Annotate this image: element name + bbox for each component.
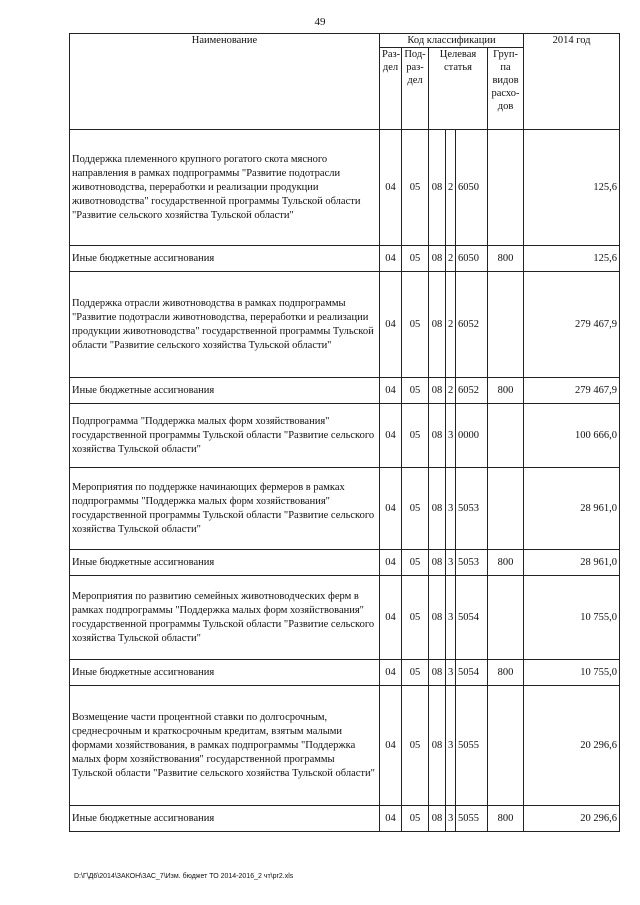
row-target-subprogram: 3 bbox=[446, 806, 456, 832]
row-podrazdel: 05 bbox=[402, 246, 429, 272]
row-target-program: 08 bbox=[429, 246, 446, 272]
row-podrazdel: 05 bbox=[402, 468, 429, 550]
row-target-subprogram: 3 bbox=[446, 550, 456, 576]
table-row bbox=[70, 272, 620, 378]
row-name: Иные бюджетные ассигнования bbox=[70, 550, 380, 576]
row-razdel: 04 bbox=[380, 576, 402, 660]
row-podrazdel: 05 bbox=[402, 660, 429, 686]
page-number: 49 bbox=[314, 16, 326, 28]
row-razdel: 04 bbox=[380, 404, 402, 468]
row-amount: 10 755,0 bbox=[524, 576, 620, 660]
row-podrazdel: 05 bbox=[402, 686, 429, 806]
table-row bbox=[70, 404, 620, 468]
table-row bbox=[70, 660, 620, 686]
row-razdel: 04 bbox=[380, 660, 402, 686]
budget-table bbox=[69, 33, 620, 832]
row-target-subprogram: 3 bbox=[446, 468, 456, 550]
row-expense-group: 800 bbox=[488, 378, 524, 404]
table-row bbox=[70, 378, 620, 404]
row-expense-group bbox=[488, 468, 524, 550]
header-target: Целевая статья bbox=[429, 48, 488, 130]
header-podrazdel: Под-раз-дел bbox=[402, 48, 429, 130]
row-name: Поддержка племенного крупного рогатого скота мясного направления в рамках подпрограммы "Развитие подотрасли животноводства, переработки и реализации продукции животноводства" государственной программы Тульской области "Развитие сельского хозяйства Тульской области" bbox=[70, 130, 380, 246]
row-target-subprogram: 2 bbox=[446, 272, 456, 378]
row-target-item: 5054 bbox=[456, 576, 488, 660]
header-code: Код классификации bbox=[380, 34, 524, 48]
table-row bbox=[70, 550, 620, 576]
row-podrazdel: 05 bbox=[402, 378, 429, 404]
row-expense-group: 800 bbox=[488, 550, 524, 576]
row-razdel: 04 bbox=[380, 378, 402, 404]
row-target-program: 08 bbox=[429, 576, 446, 660]
row-razdel: 04 bbox=[380, 806, 402, 832]
row-expense-group bbox=[488, 130, 524, 246]
row-podrazdel: 05 bbox=[402, 806, 429, 832]
row-amount: 20 296,6 bbox=[524, 806, 620, 832]
row-expense-group: 800 bbox=[488, 806, 524, 832]
row-target-program: 08 bbox=[429, 404, 446, 468]
row-name: Мероприятия по поддержке начинающих фермеров в рамках подпрограммы "Поддержка малых форм хозяйствования" государственной программы Тульской области "Развитие сельского хозяйства Тульской области" bbox=[70, 468, 380, 550]
table-row bbox=[70, 686, 620, 806]
header-razdel: Раз-дел bbox=[380, 48, 402, 130]
row-podrazdel: 05 bbox=[402, 272, 429, 378]
row-name: Возмещение части процентной ставки по долгосрочным, среднесрочным и краткосрочным кредитам, взятым малыми формами хозяйствования, в рамках подпрограммы "Поддержка малых форм хозяйствования" государственной программы Тульской области "Развитие сельского хозяйства Тульской области" bbox=[70, 686, 380, 806]
header-year: 2014 год bbox=[524, 34, 620, 130]
row-target-item: 5055 bbox=[456, 686, 488, 806]
row-razdel: 04 bbox=[380, 130, 402, 246]
row-target-item: 6052 bbox=[456, 272, 488, 378]
row-target-subprogram: 3 bbox=[446, 686, 456, 806]
row-podrazdel: 05 bbox=[402, 576, 429, 660]
row-name: Иные бюджетные ассигнования bbox=[70, 806, 380, 832]
table-row bbox=[70, 806, 620, 832]
row-razdel: 04 bbox=[380, 686, 402, 806]
row-amount: 100 666,0 bbox=[524, 404, 620, 468]
row-target-subprogram: 3 bbox=[446, 404, 456, 468]
table-row bbox=[70, 246, 620, 272]
row-expense-group: 800 bbox=[488, 660, 524, 686]
row-amount: 125,6 bbox=[524, 246, 620, 272]
row-target-subprogram: 3 bbox=[446, 576, 456, 660]
row-expense-group bbox=[488, 404, 524, 468]
row-expense-group bbox=[488, 686, 524, 806]
row-razdel: 04 bbox=[380, 550, 402, 576]
row-amount: 28 961,0 bbox=[524, 468, 620, 550]
row-target-item: 6050 bbox=[456, 246, 488, 272]
row-name: Мероприятия по развитию семейных животноводческих ферм в рамках подпрограммы "Поддержка малых форм хозяйствования" государственной программы Тульской области "Развитие сельского хозяйства Тульской области" bbox=[70, 576, 380, 660]
row-razdel: 04 bbox=[380, 468, 402, 550]
table-row bbox=[70, 576, 620, 660]
row-amount: 10 755,0 bbox=[524, 660, 620, 686]
row-target-item: 0000 bbox=[456, 404, 488, 468]
row-expense-group bbox=[488, 576, 524, 660]
row-razdel: 04 bbox=[380, 246, 402, 272]
row-razdel: 04 bbox=[380, 272, 402, 378]
row-amount: 125,6 bbox=[524, 130, 620, 246]
row-expense-group bbox=[488, 272, 524, 378]
row-target-program: 08 bbox=[429, 806, 446, 832]
row-target-program: 08 bbox=[429, 272, 446, 378]
table-row bbox=[70, 130, 620, 246]
row-amount: 279 467,9 bbox=[524, 378, 620, 404]
row-target-item: 6050 bbox=[456, 130, 488, 246]
row-target-item: 5053 bbox=[456, 550, 488, 576]
file-path-footer: D:\Г\Д6\2014\ЗАКОН\ЗАС_7\Изм. бюджет ТО 2014-2016_2 чт\pr2.xls bbox=[74, 873, 294, 880]
row-podrazdel: 05 bbox=[402, 130, 429, 246]
row-target-item: 5055 bbox=[456, 806, 488, 832]
table-body bbox=[70, 130, 620, 832]
row-expense-group: 800 bbox=[488, 246, 524, 272]
row-target-subprogram: 3 bbox=[446, 660, 456, 686]
header-group: Груп-па видов расхо-дов bbox=[488, 48, 524, 130]
row-target-subprogram: 2 bbox=[446, 130, 456, 246]
row-target-subprogram: 2 bbox=[446, 246, 456, 272]
row-podrazdel: 05 bbox=[402, 404, 429, 468]
row-podrazdel: 05 bbox=[402, 550, 429, 576]
row-target-item: 6052 bbox=[456, 378, 488, 404]
row-name: Иные бюджетные ассигнования bbox=[70, 660, 380, 686]
row-amount: 20 296,6 bbox=[524, 686, 620, 806]
row-target-item: 5054 bbox=[456, 660, 488, 686]
header-name: Наименование bbox=[70, 34, 380, 130]
row-target-program: 08 bbox=[429, 686, 446, 806]
row-name: Подпрограмма "Поддержка малых форм хозяйствования" государственной программы Тульской области "Развитие сельского хозяйства Тульской области" bbox=[70, 404, 380, 468]
row-target-program: 08 bbox=[429, 378, 446, 404]
row-target-program: 08 bbox=[429, 550, 446, 576]
table-row bbox=[70, 468, 620, 550]
row-target-subprogram: 2 bbox=[446, 378, 456, 404]
row-target-program: 08 bbox=[429, 130, 446, 246]
row-target-program: 08 bbox=[429, 468, 446, 550]
row-name: Поддержка отрасли животноводства в рамках подпрограммы "Развитие подотрасли животноводства, переработки и реализации продукции животноводства" государственной программы Тульской области "Развитие сельского хозяйства Тульской области" bbox=[70, 272, 380, 378]
row-name: Иные бюджетные ассигнования bbox=[70, 378, 380, 404]
row-amount: 28 961,0 bbox=[524, 550, 620, 576]
row-target-item: 5053 bbox=[456, 468, 488, 550]
row-target-program: 08 bbox=[429, 660, 446, 686]
row-amount: 279 467,9 bbox=[524, 272, 620, 378]
row-name: Иные бюджетные ассигнования bbox=[70, 246, 380, 272]
